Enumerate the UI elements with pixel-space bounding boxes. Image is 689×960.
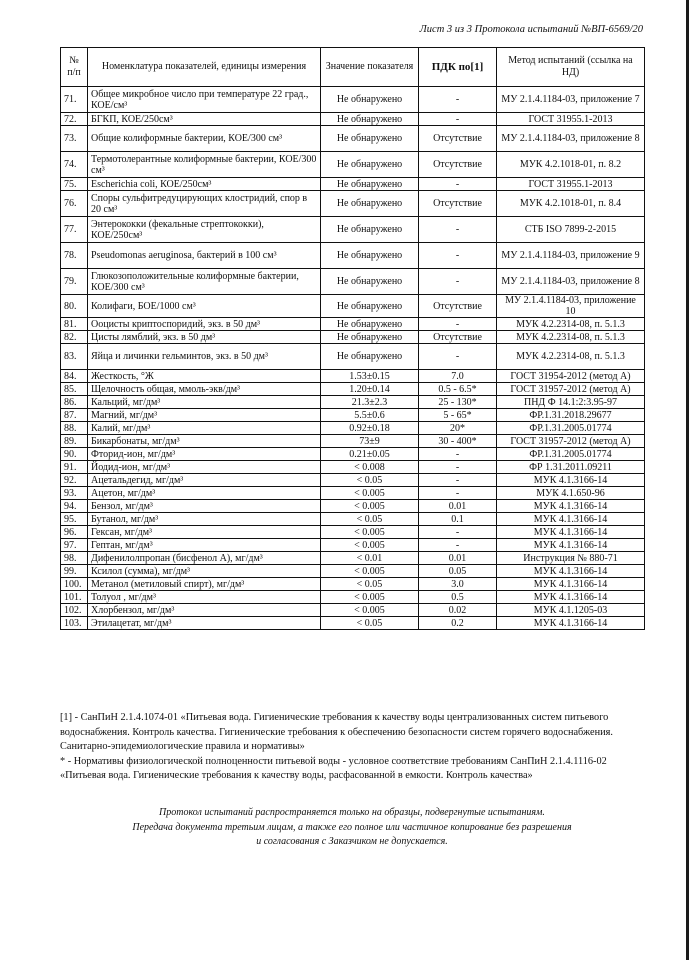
indicator-name: Хлорбензол, мг/дм³ [88,604,321,617]
pdk-value: Отсутствие [419,331,497,344]
indicator-value: Не обнаружено [321,152,419,178]
indicator-value: 73±9 [321,435,419,448]
pdk-value: 0.1 [419,513,497,526]
test-method: МУК 4.2.1018-01, п. 8.4 [497,191,645,217]
test-method: МУК 4.1.3166-14 [497,474,645,487]
indicator-name: Pseudomonas aeruginosa, бактерий в 100 см³ [88,243,321,269]
note-asterisk: * - Нормативы физиологической полноценности питьевой воды - условное соответствие требованиям СанПиН 2.1.4.1116-02 «Питьевая вода. Гигиенические требования к качеству воды, расфасованной в емкости. Контроль качества» [60,755,607,781]
test-method: ГОСТ 31955.1-2013 [497,113,645,126]
table-row [61,552,645,565]
pdk-value: 7.0 [419,370,497,383]
row-number: 71. [61,87,88,113]
indicator-name: Жесткость, °Ж [88,370,321,383]
row-number: 99. [61,565,88,578]
table-row [61,396,645,409]
pdk-value: 0.5 [419,591,497,604]
indicator-name: Колифаги, БОЕ/1000 см³ [88,295,321,318]
table-row [61,565,645,578]
row-number: 87. [61,409,88,422]
pdk-value: 0.05 [419,565,497,578]
test-method: МУ 2.1.4.1184-03, приложение 8 [497,126,645,152]
indicator-value: < 0.05 [321,513,419,526]
note-sanpin: [1] - СанПиН 2.1.4.1074-01 «Питьевая вода. Гигиенические требования к качеству воды централизованных систем питьевого водоснабжения. Контроль качества. Гигиенические требования к обеспечению безопасности систем горячего водоснабжения. Санитарно-эпидемиологические правила и нормативы» [60,712,613,752]
row-number: 86. [61,396,88,409]
test-method: ГОСТ 31957-2012 (метод А) [497,435,645,448]
indicator-name: Калий, мг/дм³ [88,422,321,435]
pdk-value: Отсутствие [419,152,497,178]
indicator-value: Не обнаружено [321,87,419,113]
indicator-name: Кальций, мг/дм³ [88,396,321,409]
pdk-value: - [419,461,497,474]
footer-line: Передача документа третьим лицам, а также его полное или частичное копирование без разрешения [132,821,572,833]
test-method: ФР.1.31.2005.01774 [497,422,645,435]
table-row [61,409,645,422]
test-method: СТБ ISO 7899-2-2015 [497,217,645,243]
row-number: 101. [61,591,88,604]
test-method: МУК 4.2.2314-08, п. 5.1.3 [497,344,645,370]
indicator-value: < 0.05 [321,578,419,591]
test-method: МУК 4.1.3166-14 [497,617,645,630]
table-row [61,269,645,295]
footer-line: Протокол испытаний распространяется только на образцы, подвергнутые испытаниям. [159,807,545,818]
table-row [61,370,645,383]
test-method: МУК 4.1.3166-14 [497,500,645,513]
table-row [61,474,645,487]
indicator-name: Этилацетат, мг/дм³ [88,617,321,630]
test-method: МУ 2.1.4.1184-03, приложение 10 [497,295,645,318]
indicator-name: Escherichia coli, КОЕ/250см³ [88,178,321,191]
indicator-name: Общее микробное число при температуре 22 град., КОЕ/см³ [88,87,321,113]
indicator-value: Не обнаружено [321,344,419,370]
pdk-value: 0.01 [419,552,497,565]
row-number: 89. [61,435,88,448]
indicator-value: Не обнаружено [321,113,419,126]
pdk-value: 30 - 400* [419,435,497,448]
table-row [61,344,645,370]
pdk-value: 5 - 65* [419,409,497,422]
pdk-value: - [419,87,497,113]
results-table [60,47,645,630]
indicator-name: Бикарбонаты, мг/дм³ [88,435,321,448]
test-method: ФР 1.31.2011.09211 [497,461,645,474]
test-method: ГОСТ 31955.1-2013 [497,178,645,191]
header-name: Номенклатура показателей, единицы измерения [88,48,321,87]
indicator-value: 1.53±0.15 [321,370,419,383]
indicator-name: Щелочность общая, ммоль-экв/дм³ [88,383,321,396]
indicator-value: 21.3±2.3 [321,396,419,409]
table-row [61,591,645,604]
test-method: ГОСТ 31954-2012 (метод А) [497,370,645,383]
row-number: 88. [61,422,88,435]
indicator-name: Дифенилолпропан (бисфенол А), мг/дм³ [88,552,321,565]
indicator-value: < 0.005 [321,591,419,604]
row-number: 79. [61,269,88,295]
row-number: 91. [61,461,88,474]
table-header-row [61,48,645,87]
indicator-name: Энтерококки (фекальные стрептококки), КОЕ/250см³ [88,217,321,243]
pdk-value: - [419,243,497,269]
indicator-name: Гептан, мг/дм³ [88,539,321,552]
pdk-value: - [419,448,497,461]
indicator-value: Не обнаружено [321,178,419,191]
header-num: № п/п [61,48,88,87]
table-row [61,539,645,552]
row-number: 85. [61,383,88,396]
pdk-value: 0.01 [419,500,497,513]
row-number: 76. [61,191,88,217]
row-number: 103. [61,617,88,630]
table-body [61,87,645,630]
indicator-value: Не обнаружено [321,318,419,331]
indicator-value: Не обнаружено [321,217,419,243]
indicator-value: < 0.01 [321,552,419,565]
pdk-value: 25 - 130* [419,396,497,409]
table-row [61,318,645,331]
pdk-value: 0.2 [419,617,497,630]
indicator-value: < 0.05 [321,474,419,487]
indicator-name: Фторид-ион, мг/дм³ [88,448,321,461]
pdk-value: Отсутствие [419,126,497,152]
table-row [61,243,645,269]
pdk-value: 0.02 [419,604,497,617]
table-row [61,87,645,113]
pdk-value: - [419,178,497,191]
indicator-name: Бутанол, мг/дм³ [88,513,321,526]
row-number: 81. [61,318,88,331]
test-method: МУК 4.1.3166-14 [497,526,645,539]
table-row [61,461,645,474]
row-number: 94. [61,500,88,513]
pdk-value: 3.0 [419,578,497,591]
test-method: Инструкция № 880-71 [497,552,645,565]
table-row [61,191,645,217]
table-row [61,152,645,178]
indicator-value: < 0.005 [321,604,419,617]
table-row [61,422,645,435]
indicator-value: Не обнаружено [321,191,419,217]
table-row [61,617,645,630]
indicator-name: Яйца и личинки гельминтов, экз. в 50 дм³ [88,344,321,370]
indicator-value: Не обнаружено [321,295,419,318]
table-row [61,126,645,152]
pdk-value: 0.5 - 6.5* [419,383,497,396]
indicator-name: Йодид-ион, мг/дм³ [88,461,321,474]
row-number: 73. [61,126,88,152]
indicator-name: Метанол (метиловый спирт), мг/дм³ [88,578,321,591]
test-method: МУК 4.1.3166-14 [497,539,645,552]
test-method: МУК 4.1.3166-14 [497,591,645,604]
pdk-value: - [419,269,497,295]
pdk-value: Отсутствие [419,295,497,318]
indicator-value: 5.5±0.6 [321,409,419,422]
indicator-name: Ацетальдегид, мг/дм³ [88,474,321,487]
table-row [61,217,645,243]
row-number: 100. [61,578,88,591]
row-number: 77. [61,217,88,243]
table-row [61,113,645,126]
indicator-value: 1.20±0.14 [321,383,419,396]
pdk-value: - [419,526,497,539]
indicator-name: Магний, мг/дм³ [88,409,321,422]
test-method: ПНД Ф 14.1:2:3.95-97 [497,396,645,409]
indicator-value: < 0.005 [321,500,419,513]
table-row [61,331,645,344]
indicator-value: < 0.005 [321,539,419,552]
table-row [61,578,645,591]
footer-disclaimer [60,806,644,850]
table-row [61,513,645,526]
row-number: 93. [61,487,88,500]
row-number: 97. [61,539,88,552]
table-row [61,435,645,448]
indicator-value: < 0.005 [321,487,419,500]
test-method: ФР.1.31.2018.29677 [497,409,645,422]
row-number: 96. [61,526,88,539]
row-number: 90. [61,448,88,461]
indicator-name: БГКП, КОЕ/250см³ [88,113,321,126]
table-row [61,500,645,513]
indicator-name: Ксилол (сумма), мг/дм³ [88,565,321,578]
indicator-value: Не обнаружено [321,331,419,344]
indicator-name: Ацетон, мг/дм³ [88,487,321,500]
indicator-name: Глюкозоположительные колиформные бактерии, КОЕ/300 см³ [88,269,321,295]
test-method: ГОСТ 31957-2012 (метод А) [497,383,645,396]
indicator-name: Гексан, мг/дм³ [88,526,321,539]
indicator-name: Общие колиформные бактерии, КОЕ/300 см³ [88,126,321,152]
indicator-name: Споры сульфитредуцирующих клостридий, спор в 20 см³ [88,191,321,217]
test-method: МУК 4.1.3166-14 [497,513,645,526]
pdk-value: - [419,113,497,126]
indicator-value: < 0.005 [321,526,419,539]
pdk-value: Отсутствие [419,191,497,217]
footer-line: и согласования с Заказчиком не допускается. [256,836,448,847]
indicator-name: Цисты лямблий, экз. в 50 дм³ [88,331,321,344]
pdk-value: - [419,539,497,552]
table-row [61,526,645,539]
indicator-value: < 0.005 [321,565,419,578]
test-method: МУК 4.2.2314-08, п. 5.1.3 [497,318,645,331]
indicator-value: 0.92±0.18 [321,422,419,435]
pdk-value: 20* [419,422,497,435]
test-method: МУ 2.1.4.1184-03, приложение 8 [497,269,645,295]
row-number: 72. [61,113,88,126]
table-row [61,178,645,191]
row-number: 95. [61,513,88,526]
test-method: МУК 4.1.1205-03 [497,604,645,617]
test-method: МУК 4.1.650-96 [497,487,645,500]
row-number: 82. [61,331,88,344]
test-method: МУ 2.1.4.1184-03, приложение 7 [497,87,645,113]
test-method: МУК 4.1.3166-14 [497,578,645,591]
row-number: 84. [61,370,88,383]
header-value: Значение показателя [321,48,419,87]
header-method: Метод испытаний (ссылка на НД) [497,48,645,87]
row-number: 78. [61,243,88,269]
table-row [61,487,645,500]
row-number: 75. [61,178,88,191]
indicator-value: Не обнаружено [321,243,419,269]
test-method: МУ 2.1.4.1184-03, приложение 9 [497,243,645,269]
indicator-value: Не обнаружено [321,269,419,295]
row-number: 92. [61,474,88,487]
row-number: 80. [61,295,88,318]
indicator-value: 0.21±0.05 [321,448,419,461]
indicator-name: Толуол , мг/дм³ [88,591,321,604]
row-number: 98. [61,552,88,565]
indicator-value: < 0.008 [321,461,419,474]
table-row [61,383,645,396]
table-row [61,295,645,318]
row-number: 74. [61,152,88,178]
row-number: 102. [61,604,88,617]
pdk-value: - [419,487,497,500]
indicator-name: Термотолерантные колиформные бактерии, КОЕ/300 см³ [88,152,321,178]
header-pdk: ПДК по[1] [419,48,497,87]
indicator-name: Бензол, мг/дм³ [88,500,321,513]
test-method: МУК 4.2.2314-08, п. 5.1.3 [497,331,645,344]
indicator-name: Ооцисты криптоспоридий, экз. в 50 дм³ [88,318,321,331]
test-method: МУК 4.2.1018-01, п. 8.2 [497,152,645,178]
page-header: Лист 3 из 3 Протокола испытаний №ВП-6569/20 [419,24,643,35]
indicator-value: Не обнаружено [321,126,419,152]
pdk-value: - [419,318,497,331]
pdk-value: - [419,474,497,487]
pdk-value: - [419,344,497,370]
notes [60,711,644,784]
test-method: МУК 4.1.3166-14 [497,565,645,578]
test-method: ФР.1.31.2005.01774 [497,448,645,461]
table-row [61,448,645,461]
row-number: 83. [61,344,88,370]
indicator-value: < 0.05 [321,617,419,630]
pdk-value: - [419,217,497,243]
table-row [61,604,645,617]
